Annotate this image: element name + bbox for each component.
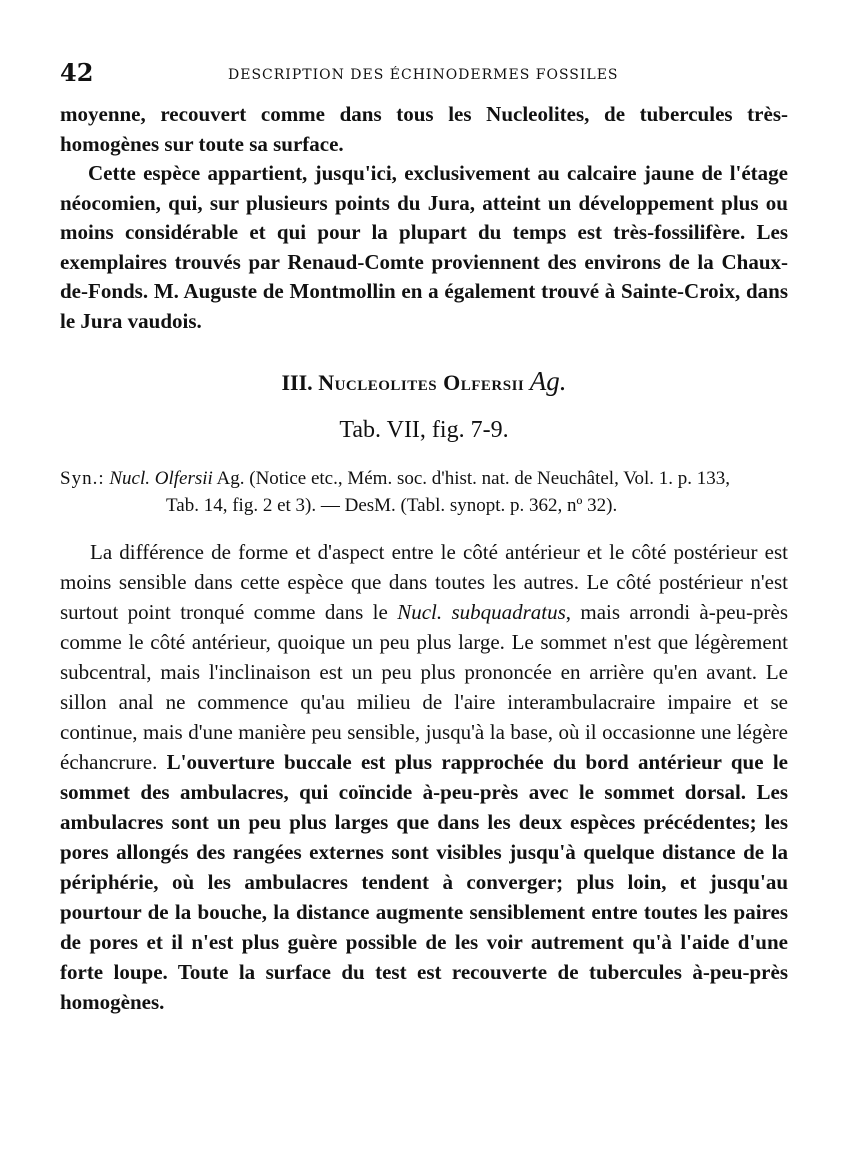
running-title: DESCRIPTION DES ÉCHINODERMES FOSSILES [228,67,619,83]
page-header [60,58,790,88]
species-author: Ag. [529,366,567,396]
paragraph-continuation: moyenne, recouvert comme dans tous les Nucleolites, de tubercules très-homogènes sur toute sa surface. [60,102,788,156]
description-text-2: , mais arrondi à-peu-près comme le côté antérieur, quoique un peu plus large. Le sommet n'est que légèrement subcentral, mais l'inclinaison est un peu plus prononcée en arrière qu'en avant. Le sillon anal ne commence qu'au milieu de l'aire interambulacraire impaire et se continue, mais d'une manière peu sensible, jusqu'à la base, où il occasionne une légère échancrure. [60,600,788,774]
species-name: Nucleolites Olfersii [318,370,525,395]
synonymy-species-name: Nucl. Olfersii [109,468,213,489]
paragraph-occurrence: Cette espèce appartient, jusqu'ici, exclusivement au calcaire jaune de l'étage néocomien, qui, sur plusieurs points du Jura, atteint un développement plus ou moins considérable et qui pour la plupart du temps est très-fossilifère. Les exemplaires trouvés par Renaud-Comte proviennent des environs de la Chaux-de-Fonds. M. Auguste de Montmollin en a également trouvé à Sainte-Croix, dans le Jura vaudois. [60,161,788,333]
description-species-ref: Nucl. subquadratus [397,600,566,624]
synonymy-label: Syn.: [60,468,105,489]
plate-reference: Tab. VII, fig. 7-9. [339,417,509,443]
synonymy-line-2: Tab. 14, fig. 2 et 3). — DesM. (Tabl. synopt. p. 362, nº 32). [166,495,618,516]
species-heading [60,366,788,397]
page-number: 42 [60,58,94,87]
synonymy-block [60,465,788,519]
species-numeral: III. [281,370,313,395]
synonymy-citation: Ag. (Notice etc., Mém. soc. d'hist. nat. de Neuchâtel, Vol. 1. p. 133, [216,468,731,489]
description-text-3: L'ouverture buccale est plus rapprochée du bord antérieur que le sommet des ambulacres, qui coïncide à-peu-près avec le sommet dorsal. Les ambulacres sont un peu plus larges que dans les deux espèces précédentes; les pores allongés des rangées externes sont visibles jusqu'à quelque distance de la périphérie, où les ambulacres tendent à converger; plus loin, et jusqu'au pourtour de la bouche, la distance augmente sensiblement entre toutes les paires de pores et il n'est plus guère possible de les voir autrement qu'à l'aide d'une forte loupe. Toute la surface du test est recouverte de tubercules à-peu-près homogènes. [60,750,788,1014]
synonymy-line-1 [60,465,788,492]
description-text-1: La différence de forme et d'aspect entre le côté antérieur et le côté postérieur est moins sensible dans cette espèce que dans toutes les autres. Le côté postérieur n'est surtout point tronqué comme dans le [60,540,788,624]
paragraph-description [60,537,788,1017]
